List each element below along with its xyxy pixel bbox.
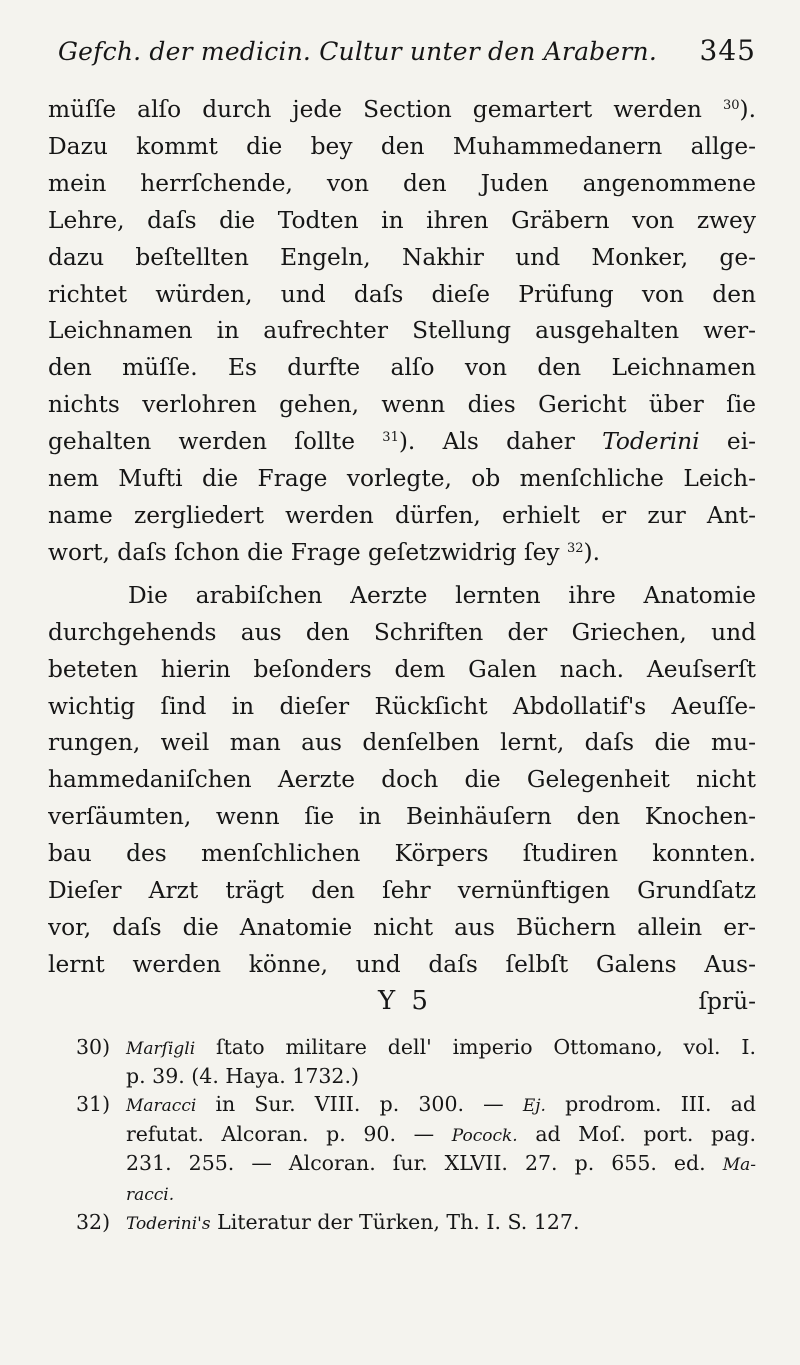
footnote-32: 32) Toderini's Literatur der Türken, Th. I. S. 127.: [48, 1209, 756, 1239]
text-line: Dieſer Arzt trägt den ſehr vernünftigen Grundſatz: [48, 877, 756, 905]
text-line: durchgehends aus den Schriften der Griechen, und: [48, 618, 756, 646]
page-number: 345: [699, 34, 756, 67]
footnote-author: Marſigli: [126, 1038, 196, 1059]
footnote-30: 30) Marſigli ſtato militare dell' imperio Ottomano, vol. I. p. 39. (4. Haya. 1732.): [48, 1034, 756, 1091]
text-line: verſäumten, wenn ſie in Beinhäuſern den Knochen-: [48, 803, 756, 831]
footnote-author: Maracci: [126, 1095, 197, 1116]
page-header: [58, 34, 756, 92]
paragraph-1: [48, 92, 756, 572]
text-line: richtet würden, und daſs dieſe Prüfung von den: [48, 280, 756, 308]
footnote-31: 31) Maracci in Sur. VIII. p. 300. — Ej. prodrom. III. ad refutat. Alcoran. p. 90. — Pocock. ad Moſ. port. pag. 231. 255. — Alcoran. ſur. XLVII. 27. p. 655. ed. Ma- racci.: [48, 1091, 756, 1209]
text-line: den müſſe. Es durfte alſo von den Leichnamen: [48, 354, 756, 382]
footnote-ref-31: 31: [382, 430, 399, 446]
text-line: beteten hierin beſonders dem Galen nach. Aeuſserſt: [48, 655, 756, 683]
text-line: Dazu kommt die bey den Muhammedanern allge-: [48, 132, 756, 160]
footnote-author: Toderini's: [126, 1214, 211, 1235]
footnotes: [48, 1034, 756, 1239]
running-title: Gefch. der medicin. Cultur unter den Arabern.: [58, 37, 657, 66]
footnote-ref-30: 30: [722, 98, 740, 113]
text-line: nem Mufti die Frage vorlegte, ob menſchliche Leich-: [48, 465, 756, 493]
catchword: ſprü-: [698, 987, 756, 1015]
text-line: nichts verlohren gehen, wenn dies Gericht über ſie: [48, 391, 756, 419]
footnote-number: 30): [76, 1034, 111, 1059]
text-line: wichtig ſind in dieſer Rückſicht Abdollatif's Aeuſſe-: [48, 692, 756, 720]
footnote-number: 31): [76, 1091, 111, 1116]
text-line: gehalten werden ſollte $^{31}$). Als daher Toderini ei-: [48, 428, 756, 456]
text-line: bau des menſchlichen Körpers ſtudiren konnten.: [48, 840, 756, 868]
paragraph-2: [48, 578, 756, 984]
text-line: rungen, weil man aus denſelben lernt, daſs die mu-: [48, 729, 756, 757]
text-line: mein herrſchende, von den Juden angenommene: [48, 169, 756, 197]
footnote-number: 32): [76, 1210, 111, 1235]
text-line: lernt werden könne, und daſs ſelbſt Galens Aus-: [48, 950, 756, 978]
text-line: vor, daſs die Anatomie nicht aus Büchern allein er-: [48, 913, 756, 941]
text-line: Die arabiſchen Aerzte lernten ihre Anatomie: [128, 581, 756, 609]
text-line: Lehre, daſs die Todten in ihren Gräbern von zwey: [48, 206, 756, 234]
signature-row: [48, 986, 756, 1028]
name-toderini: Toderini: [602, 428, 700, 456]
text-line: müſſe alſo durch jede Section gemartert werden $^{30}$).: [48, 96, 756, 123]
text-line: dazu beſtellten Engeln, Nakhir und Monker, ge-: [48, 243, 756, 271]
signature-mark: Y 5: [378, 985, 432, 1016]
text-line: wort, daſs ſchon die Frage geſetzwidrig ſey $^{32}$).: [48, 538, 601, 566]
text-line: name zergliedert werden dürfen, erhielt er zur Ant-: [48, 501, 756, 529]
text-line: hammedaniſchen Aerzte doch die Gelegenheit nicht: [48, 766, 756, 794]
text-line: Leichnamen in aufrechter Stellung ausgehalten wer-: [48, 317, 756, 345]
footnote-ref-32: 32: [566, 540, 584, 556]
